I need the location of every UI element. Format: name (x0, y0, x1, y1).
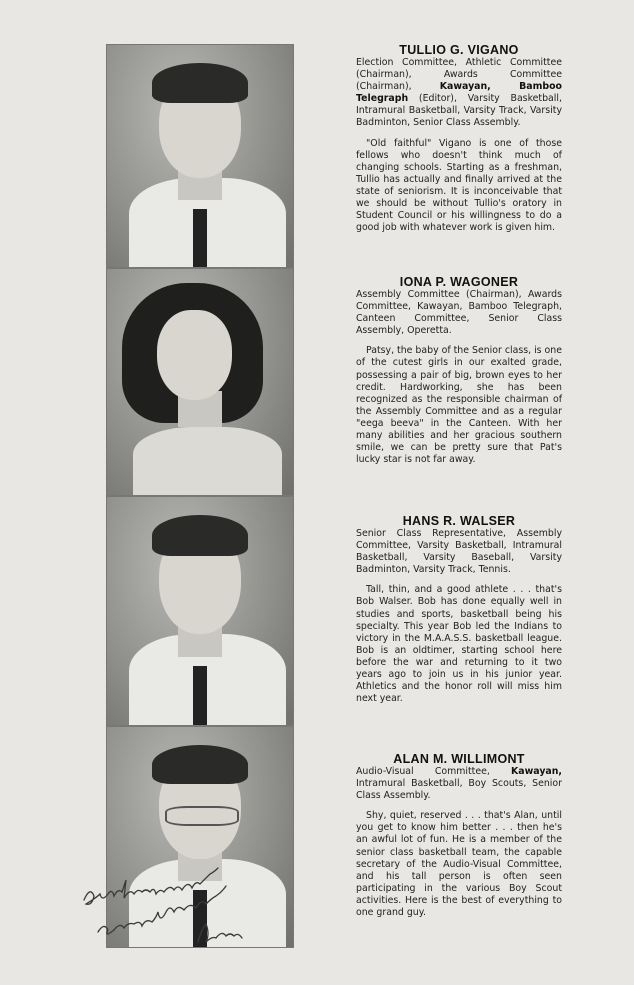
portrait-photo-walser (106, 496, 294, 726)
student-activities: Audio-Visual Committee, Kawayan, Intramural Basketball, Boy Scouts, Senior Class Assembly. (356, 766, 562, 802)
portrait-photo-wagoner (106, 268, 294, 496)
student-activities: Election Committee, Athletic Committee (Chairman), Awards Committee (Chairman), Kawayan, Bamboo Telegraph (Editor), Varsity Basketball, Intramural Basketball, Varsity Track, Varsity Badminton, Senior Class Assembly. (356, 57, 562, 129)
student-name: ALAN M. WILLIMONT (393, 752, 525, 766)
portrait-photo-willimont (106, 726, 294, 948)
student-name: TULLIO G. VIGANO (399, 43, 519, 57)
senior-entry-wagoner (356, 275, 562, 466)
student-name: HANS R. WALSER (402, 514, 516, 528)
student-biography: Tall, thin, and a good athlete . . . that's Bob Walser. Bob has done equally well in studies and sports, basketball being his specialty. This year Bob led the Indians to victory in the M.A.A.S.S. basketball league. Bob is an oldtimer, starting school here before the war and returning to it two years ago to join us in his junior year. Athletics and the honor roll will miss him next year. (356, 584, 562, 705)
student-name: IONA P. WAGONER (399, 275, 519, 289)
student-biography: Patsy, the baby of the Senior class, is one of the cutest girls in our exalted grade, possessing a pair of big, brown eyes to her credit. Hardworking, she has been recognized as the responsible chairman of the Assembly Committee and as a regular "eega beeva" in the Canteen. With her many abilities and her gracious southern smile, we can be pretty sure that Pat's lucky star is not far away. (356, 345, 562, 466)
senior-entry-walser (356, 514, 562, 705)
senior-entry-vigano (356, 43, 562, 234)
senior-entry-willimont (356, 752, 562, 919)
student-biography: "Old faithful" Vigano is one of those fellows who doesn't think much of changing schools. Starting as a freshman, Tullio has actually and finally arrived at the state of seniorism. It is inconceivable that we should be without Tullio's oratory in Student Council or his willingness to do a good job with whatever work is given him. (356, 137, 562, 234)
student-biography: Shy, quiet, reserved . . . that's Alan, until you get to know him better . . . then he's an awful lot of fun. He is a member of the senior class basketball team, the capable secretary of the Audio-Visual Committee, and his tall person is often seen participating in the various Boy Scout activities. Here is the best of everything to one grand guy. (356, 810, 562, 919)
student-activities: Senior Class Representative, Assembly Committee, Varsity Basketball, Intramural Basketball, Varsity Baseball, Varsity Badminton, Varsity Track, Tennis. (356, 528, 562, 576)
student-activities: Assembly Committee (Chairman), Awards Committee, Kawayan, Bamboo Telegraph, Canteen Committee, Senior Class Assembly, Operetta. (356, 289, 562, 337)
portrait-photo-vigano (106, 44, 294, 268)
